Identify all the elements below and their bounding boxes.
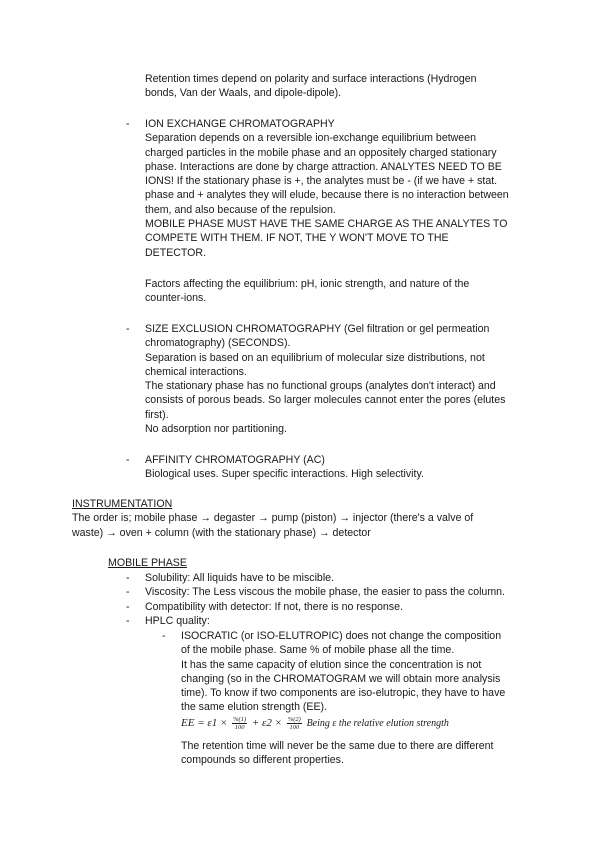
list-item: Compatibility with detector: If not, there is no response. xyxy=(145,601,403,613)
fraction-denominator: 100 xyxy=(234,724,245,731)
text-line: consists of porous beads. So larger molecules cannot enter the pores (elutes xyxy=(145,394,506,407)
bullet-dash: - xyxy=(126,454,130,466)
affinity-section xyxy=(145,453,424,482)
equation-middle: + ε2 × xyxy=(251,717,283,730)
text-line: No adsorption nor partitioning. xyxy=(145,423,287,436)
text-line: ISOCRATIC (or ISO-ELUTROPIC) does not change the composition xyxy=(181,630,502,642)
text-line: chemical interactions. xyxy=(145,365,247,378)
text-line: IONS! If the stationary phase is +, the analytes must be - (if we have + stat. xyxy=(145,175,498,188)
mobile-phase-heading: MOBILE PHASE xyxy=(108,557,187,569)
text-line: Separation depends on a reversible ion-exchange equilibrium between xyxy=(145,132,476,145)
text-line: waste) → oven + column (with the stationary phase) → detector xyxy=(72,526,371,539)
size-exclusion-section xyxy=(145,322,505,436)
text-line: Factors affecting the equilibrium: pH, ionic strength, and nature of the xyxy=(145,278,470,290)
text-line: of the mobile phase. Same % of mobile phase all the time. xyxy=(181,644,455,657)
bullet-dash: - xyxy=(126,586,130,598)
list-item: Solubility: All liquids have to be miscible. xyxy=(145,572,335,584)
bullet-dash: - xyxy=(126,572,130,584)
bullet-dash: - xyxy=(126,118,130,130)
text-line: MOBILE PHASE MUST HAVE THE SAME CHARGE AS THE ANALYTES TO xyxy=(145,218,508,231)
text-line: bonds, Van der Waals, and dipole-dipole). xyxy=(145,87,342,100)
isocratic-paragraph xyxy=(181,629,505,715)
list-item: Viscosity: The Less viscous the mobile phase, the easier to pass the column. xyxy=(145,586,505,598)
equation-lhs: EE = ε1 × xyxy=(181,717,228,730)
fraction-2 xyxy=(287,716,302,731)
retention-note-paragraph xyxy=(181,739,494,768)
text-line: It has the same capacity of elution since the concentration is not xyxy=(181,658,482,671)
fraction-denominator: 100 xyxy=(289,724,300,731)
text-line: COMPETE WITH THEM. IF NOT, THE Y WON'T MOVE TO THE xyxy=(145,232,449,245)
text-line: Biological uses. Super specific interactions. High selectivity. xyxy=(145,468,424,481)
fraction-numerator: %(2) xyxy=(287,716,301,723)
text-line: The retention time will never be the same due to there are different xyxy=(181,740,494,752)
fraction-numerator: %(1) xyxy=(233,716,247,723)
text-line: charged particles in the mobile phase and an oppositely charged stationary xyxy=(145,146,497,159)
bullet-dash: - xyxy=(126,615,130,627)
text-line: DETECTOR. xyxy=(145,246,207,259)
text-line: time). To know if two components are iso-elutropic, they have to have xyxy=(181,687,506,700)
text-line: SIZE EXCLUSION CHROMATOGRAPHY (Gel filtration or gel permeation xyxy=(145,323,490,335)
text-line: the same elution strength (EE). xyxy=(181,701,328,714)
bullet-dash: - xyxy=(126,601,130,613)
text-line: Retention times depend on polarity and surface interactions (Hydrogen xyxy=(145,73,477,85)
section-heading: AFFINITY CHROMATOGRAPHY (AC) xyxy=(145,454,325,466)
text-line: changing (so in the CHROMATOGRAM we will obtain more analysis xyxy=(181,672,501,685)
text-line: chromatography) (SECONDS). xyxy=(145,337,291,350)
text-line: them, and also because of the repulsion. xyxy=(145,203,336,216)
text-line: phase and + analytes they will elude, because there is no interaction between xyxy=(145,189,509,202)
factors-paragraph xyxy=(145,277,469,306)
fraction-1 xyxy=(232,716,247,731)
text-line: The order is; mobile phase → degaster → pump (piston) → injector (there's a valve of xyxy=(72,512,474,525)
text-line: Separation is based on an equilibrium of molecular size distributions, not xyxy=(145,351,485,364)
elution-strength-equation xyxy=(181,716,449,731)
bullet-dash: - xyxy=(126,323,130,335)
section-heading: INSTRUMENTATION xyxy=(72,498,173,510)
text-line: first). xyxy=(145,408,169,421)
text-line: compounds so different properties. xyxy=(181,754,344,767)
list-item: HPLC quality: xyxy=(145,615,210,627)
section-heading: ION EXCHANGE CHROMATOGRAPHY xyxy=(145,118,335,130)
text-line: The stationary phase has no functional groups (analytes don't interact) and xyxy=(145,380,496,393)
equation-note: Being ε the relative elution strength xyxy=(306,718,449,730)
bullet-dash: - xyxy=(162,630,166,642)
text-line: counter-ions. xyxy=(145,292,207,305)
text-line: phase. Interactions are done by charge attraction. ANALYTES NEED TO BE xyxy=(145,160,502,173)
retention-paragraph xyxy=(145,72,477,101)
instrumentation-section xyxy=(72,497,473,540)
ion-exchange-section xyxy=(145,117,509,260)
